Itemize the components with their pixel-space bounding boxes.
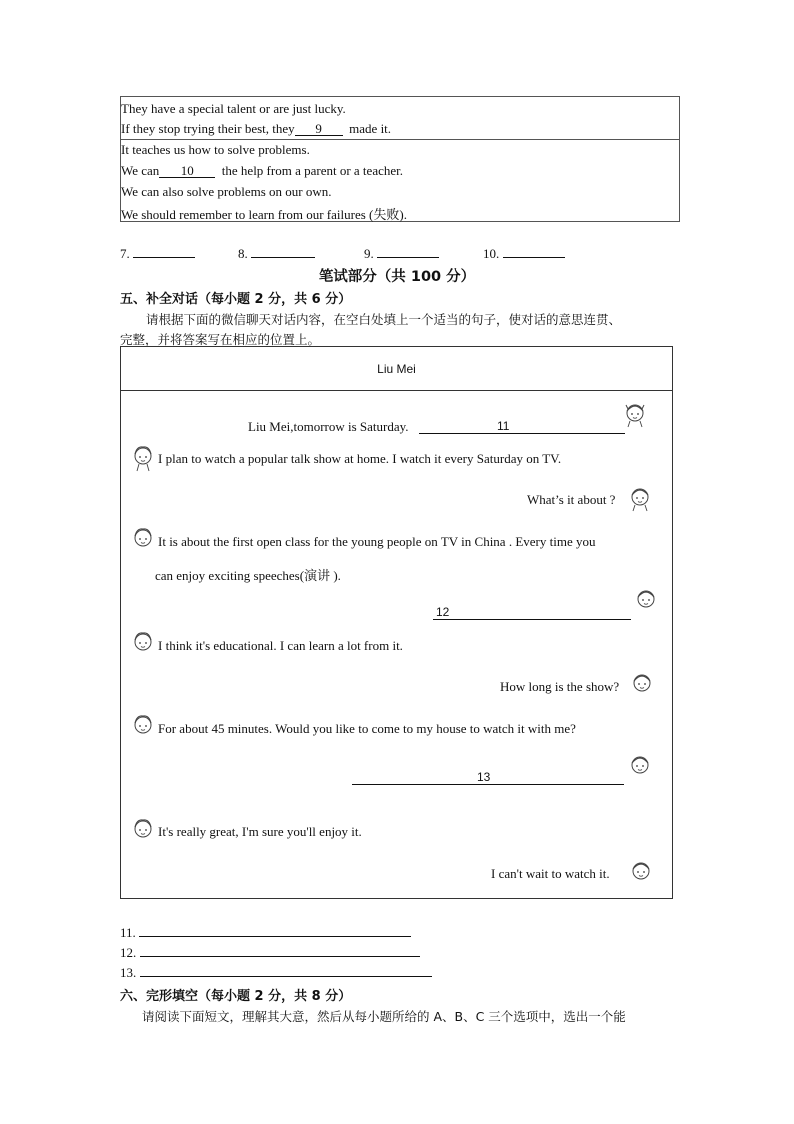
section-5-instruction: 完整，并将答案写在相应的位置上。 [120, 332, 321, 347]
table-line: We should remember to learn from our failures (失败). [121, 207, 407, 222]
answer-blank-7[interactable]: 7. [120, 246, 195, 262]
girl-avatar-icon [629, 857, 653, 887]
section-title: 笔试部分（共 100 分） [318, 269, 476, 285]
chat-message-right: What’s it about ? [527, 492, 616, 507]
boy-avatar-icon [131, 816, 155, 846]
gap-number-12: 12 [436, 605, 450, 619]
girl-avatar-icon [628, 751, 652, 781]
table-line-with-blank-9: If they stop trying their best, they 9 made it. [121, 121, 392, 136]
table-line: They have a special talent or are just lucky. [121, 101, 346, 116]
table-row [121, 140, 679, 222]
answer-line-13[interactable]: 13. [120, 965, 432, 981]
section-5-instruction: 请根据下面的微信聊天对话内容，在空白处填上一个适当的句子，使对话的意思连贯、 [146, 312, 622, 327]
table-line: We can also solve problems on our own. [121, 184, 332, 199]
passage-table [120, 96, 680, 222]
blank-9[interactable]: 9 [295, 122, 343, 136]
girl-avatar-icon [634, 585, 658, 615]
chat-message-right: How long is the show? [500, 679, 620, 694]
chat-message-left: It is about the first open class for the young people on TV in China . Every time you [158, 534, 596, 549]
chat-contact-name: Liu Mei [121, 347, 672, 391]
gap-number-13: 13 [477, 770, 491, 784]
table-row [121, 97, 679, 140]
section-5-heading: 五、补全对话（每小题 2 分，共 6 分） [120, 292, 352, 307]
section-6-instruction: 请阅读下面短文，理解其大意，然后从每小题所给的 A、B、C 三个选项中，选出一个能 [142, 1009, 626, 1024]
boy-avatar-icon [131, 712, 155, 742]
boy-avatar-icon [131, 443, 155, 473]
dialogue-gap-12[interactable] [433, 605, 631, 620]
gap-number-11: 11 [497, 419, 510, 433]
chat-message-left: I think it's educational. I can learn a lot from it. [158, 638, 403, 653]
answer-blank-8[interactable]: 8. [238, 246, 315, 262]
chat-message-left: It's really great, I'm sure you'll enjoy it. [158, 824, 362, 839]
chat-message-right: I can't wait to watch it. [491, 866, 610, 881]
chat-message-left: I plan to watch a popular talk show at home. I watch it every Saturday on TV. [158, 451, 562, 466]
dialogue-gap-11[interactable] [419, 419, 625, 434]
girl-avatar-icon [628, 483, 652, 513]
girl-avatar-icon [623, 399, 647, 429]
boy-avatar-icon [131, 629, 155, 659]
table-line: It teaches us how to solve problems. [121, 142, 310, 157]
blank-10[interactable]: 10 [159, 164, 215, 178]
boy-avatar-icon [131, 525, 155, 555]
chat-window [120, 346, 673, 899]
answer-line-12[interactable]: 12. [120, 945, 420, 961]
section-6-heading: 六、完形填空（每小题 2 分，共 8 分） [120, 989, 352, 1004]
chat-message-left: For about 45 minutes. Would you like to come to my house to watch it with me? [158, 721, 576, 736]
answer-blank-9[interactable]: 9. [364, 246, 439, 262]
table-line-with-blank-10: We can 10 the help from a parent or a teacher. [121, 163, 403, 178]
answer-blank-10[interactable]: 10. [483, 246, 565, 262]
answer-line-11[interactable]: 11. [120, 925, 411, 941]
girl-avatar-icon [630, 669, 654, 699]
chat-message-left-continued: can enjoy exciting speeches(演讲 ). [155, 568, 341, 583]
chat-message-right: Liu Mei,tomorrow is Saturday. [248, 419, 409, 434]
